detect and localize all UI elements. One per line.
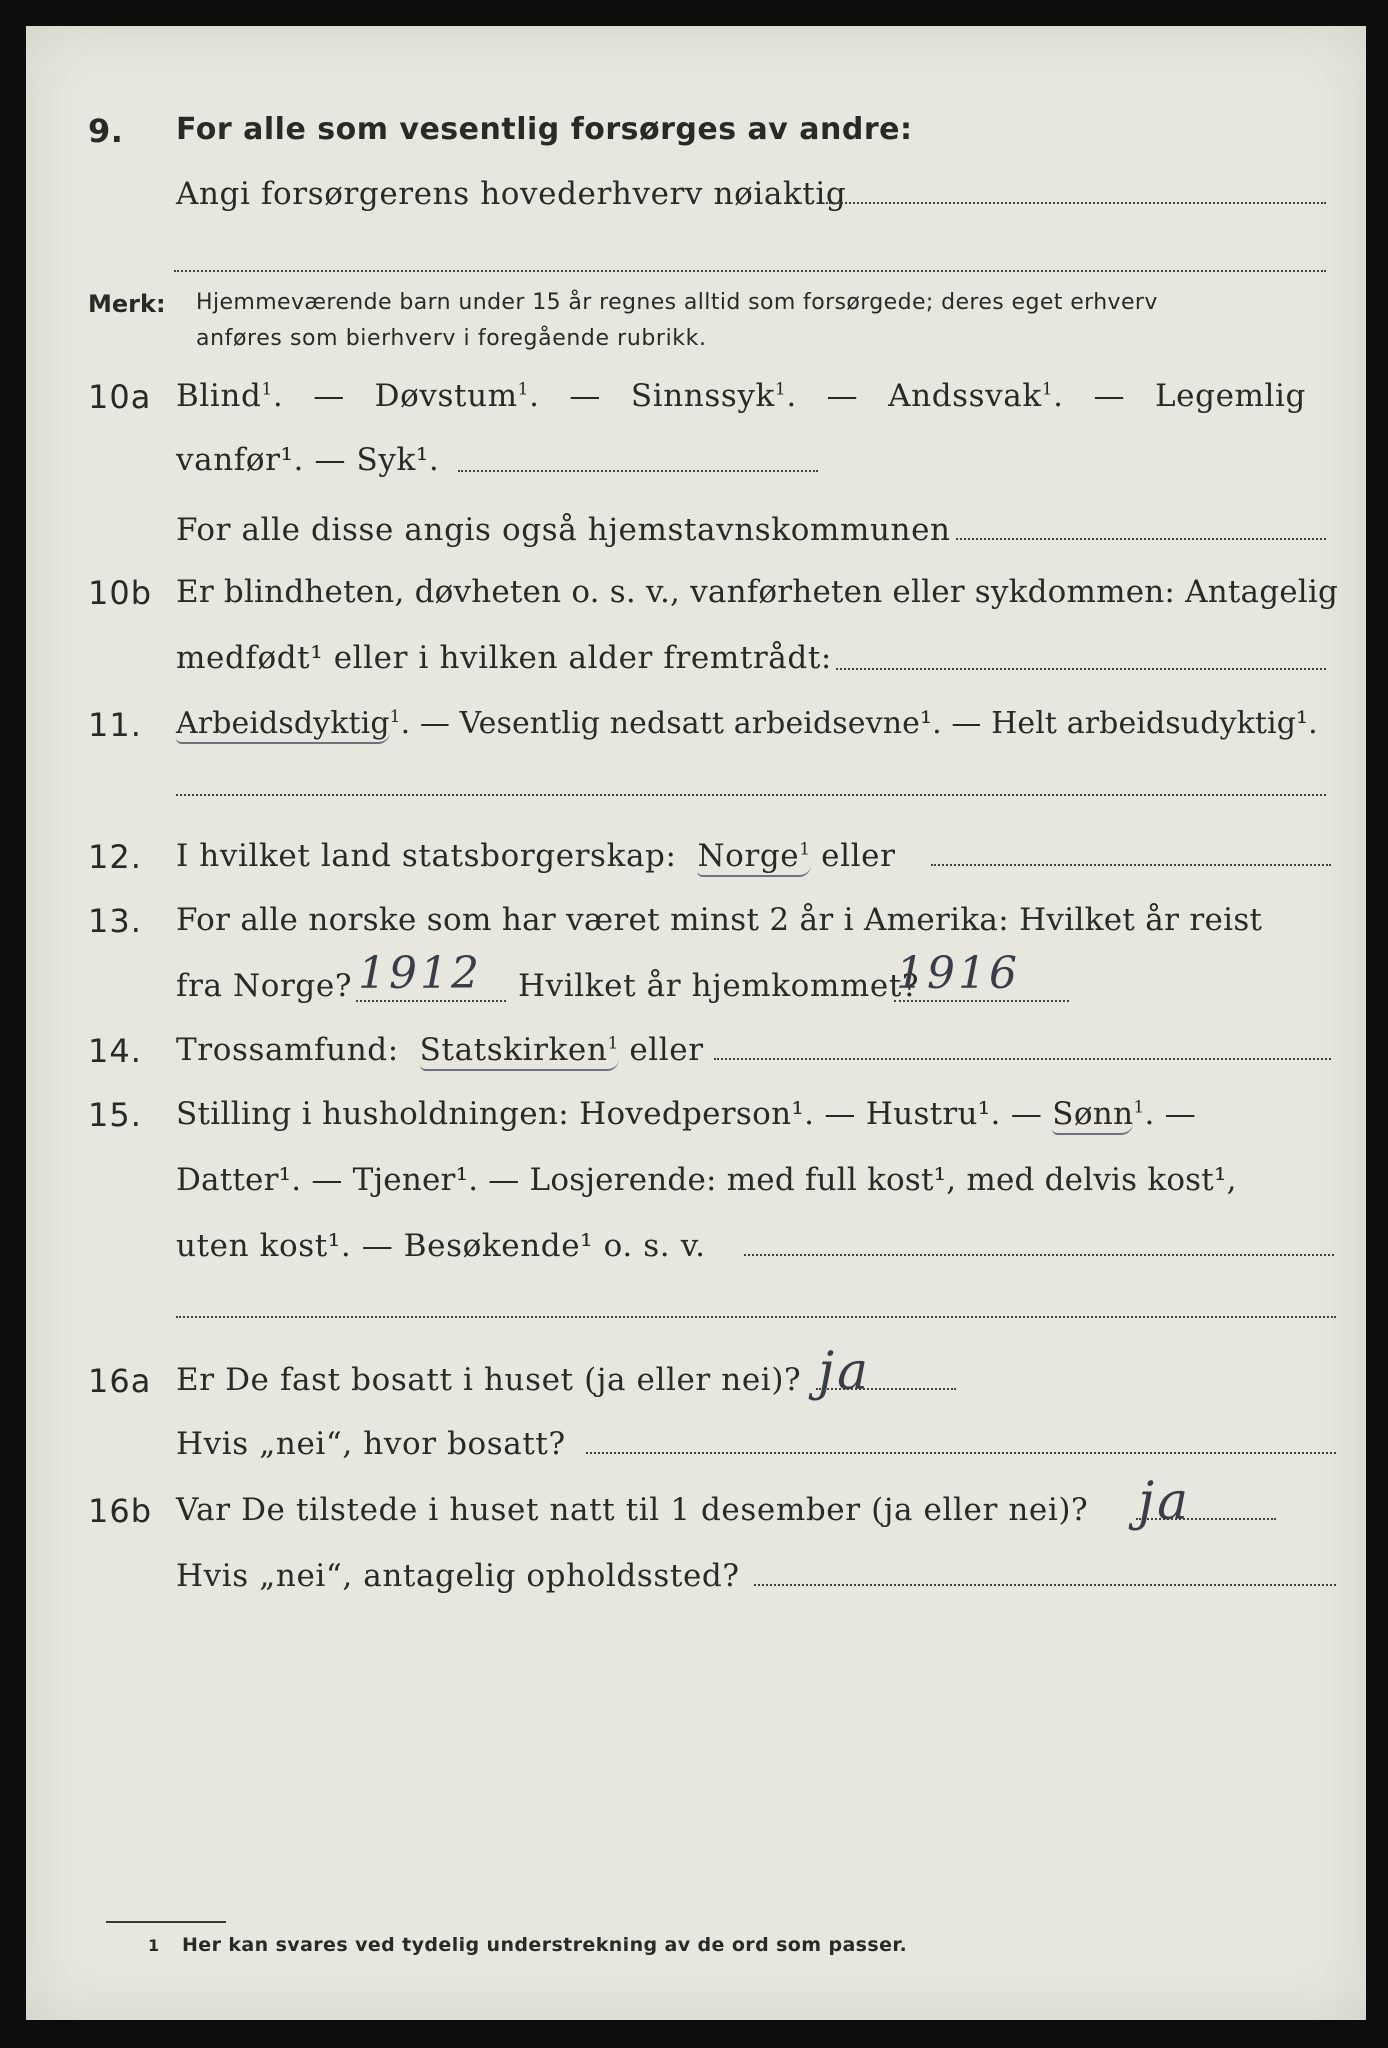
q9-title-row [26,112,1366,164]
q9-title: For alle som vesentlig forsørges av andre: [176,112,913,147]
q16a-number: 16a [88,1362,152,1400]
q13-line1: For alle norske som har været minst 2 år i Amerika: Hvilket år reist [176,902,1263,938]
q9-answer-line-2[interactable] [174,270,1326,272]
q10a-options [176,378,1306,414]
merk-line1: Hjemmeværende barn under 15 år regnes alltid som forsørgede; deres eget erhverv [196,290,1158,315]
q15-line3: uten kost¹. — Besøkende¹ o. s. v. [176,1228,706,1264]
q12-text: I hvilket land statsborgerskap: Norge$^1$ eller [176,838,896,874]
q10b-line2: medfødt¹ eller i hvilken alder fremtrådt: [176,640,832,676]
q10a-opt-blind[interactable]: Blind$^1$. [176,378,284,414]
q10b-line1: Er blindheten, døvheten o. s. v., vanførheten eller sykdommen: Antagelig [176,574,1339,610]
q10a-syk-line[interactable] [458,470,818,472]
q16b-answer-handwritten: ja [1138,1472,1192,1532]
q13-answer1-handwritten: 1912 [358,948,482,999]
q11-row [26,706,1366,758]
q10a-opt-legemlig[interactable]: Legemlig [1155,378,1306,414]
q15-line2: Datter¹. — Tjener¹. — Losjerende: med full kost¹, med delvis kost¹, [176,1162,1237,1198]
q12-eller-line[interactable] [931,864,1331,866]
q13-answer2-handwritten: 1916 [896,948,1020,999]
q10b-row-1 [26,574,1366,626]
q10a-kommune-line[interactable] [956,538,1326,540]
q9-number: 9. [88,112,124,150]
q9-answer-line[interactable] [826,202,1326,204]
q16a-line1: Er De fast bosatt i huset (ja eller nei)? [176,1362,802,1398]
footnote-rule [106,1921,226,1923]
q10a-opt-andssvak[interactable]: Andssvak$^1$. [888,378,1064,414]
q16b-line1: Var De tilstede i huset natt til 1 desember (ja eller nei)? [176,1492,1089,1528]
q13-row-2 [26,968,1366,1020]
merk-line2: anføres som bierhverv i foregående rubrikk. [196,326,707,351]
q10b-alder-line[interactable] [836,668,1326,670]
q16a-answer-handwritten: ja [818,1342,872,1402]
q9-line: Angi forsørgerens hovederhverv nøiaktig [176,176,847,212]
q10a-dash: — [1093,378,1126,414]
q10a-number: 10a [88,378,152,416]
q13-number: 13. [88,902,142,940]
merk-label: Merk: [88,290,166,318]
q13-pre: fra Norge? [176,968,353,1004]
q15-row-1 [26,1096,1366,1148]
q10a-dash: — [826,378,859,414]
q10a-line3: For alle disse angis også hjemstavnskommunen [176,512,951,548]
q11-opt-arbeidsdyktig[interactable]: Arbeidsdyktig [176,706,390,744]
q13-answer2-line[interactable] [894,1000,1069,1002]
q16a-line2: Hvis „nei“, hvor bosatt? [176,1426,566,1462]
q16b-number: 16b [88,1492,153,1530]
q15-number: 15. [88,1096,142,1134]
q15-line[interactable] [744,1254,1334,1256]
q10a-dash: — [313,378,345,414]
q11-rest: — Vesentlig nedsatt arbeidsevne¹. — Helt arbeidsudyktig¹. [419,706,1318,741]
q15-line1: Stilling i husholdningen: Hovedperson¹. — Hustru¹. — Sønn$^1$. — [176,1096,1326,1132]
footnote-mark: 1 [148,1936,160,1955]
census-form-page [26,26,1366,2020]
q14-number: 14. [88,1032,142,1070]
q10a-line2: vanfør¹. — Syk¹. [176,442,440,478]
merk-row-2 [26,326,1366,378]
q15-line-2[interactable] [176,1316,1336,1318]
q13-row-1 [26,902,1366,954]
q15-opt-sonn[interactable]: Sønn [1052,1096,1133,1135]
q13-answer1-line[interactable] [356,1000,506,1002]
q14-opt-statskirken[interactable]: Statskirken$^1$ [420,1032,619,1071]
q10a-dash: — [569,378,602,414]
q15-row-2 [26,1162,1366,1214]
q10b-number: 10b [88,574,153,612]
q11-number: 11. [88,706,142,744]
footnote-text: Her kan svares ved tydelig understrekning av de ord som passer. [182,1934,908,1956]
q11-options: Arbeidsdyktig$^1$. — Vesentlig nedsatt arbeidsevne¹. — Helt arbeidsudyktig¹. [176,706,1326,741]
q16a-row-1 [26,1362,1366,1414]
q10a-opt-dovstum[interactable]: Døvstum$^1$. [374,378,540,414]
q16b-line2: Hvis „nei“, antagelig opholdssted? [176,1558,740,1594]
q16a-bosatt-line[interactable] [586,1452,1336,1454]
q14-text: Trossamfund: Statskirken$^1$ eller [176,1032,704,1068]
q10a-row-2 [26,442,1366,494]
q11-line[interactable] [176,794,1326,796]
q10b-row-2 [26,640,1366,692]
q12-opt-norge[interactable]: Norge$^1$ [697,838,810,877]
q13-mid: Hvilket år hjemkommet? [518,968,920,1004]
q10a-opt-sinnssyk[interactable]: Sinnssyk$^1$. [630,378,797,414]
q16b-opphold-line[interactable] [754,1584,1336,1586]
q14-eller-line[interactable] [714,1058,1331,1060]
q10a-row-1 [26,378,1366,430]
q12-number: 12. [88,838,142,876]
